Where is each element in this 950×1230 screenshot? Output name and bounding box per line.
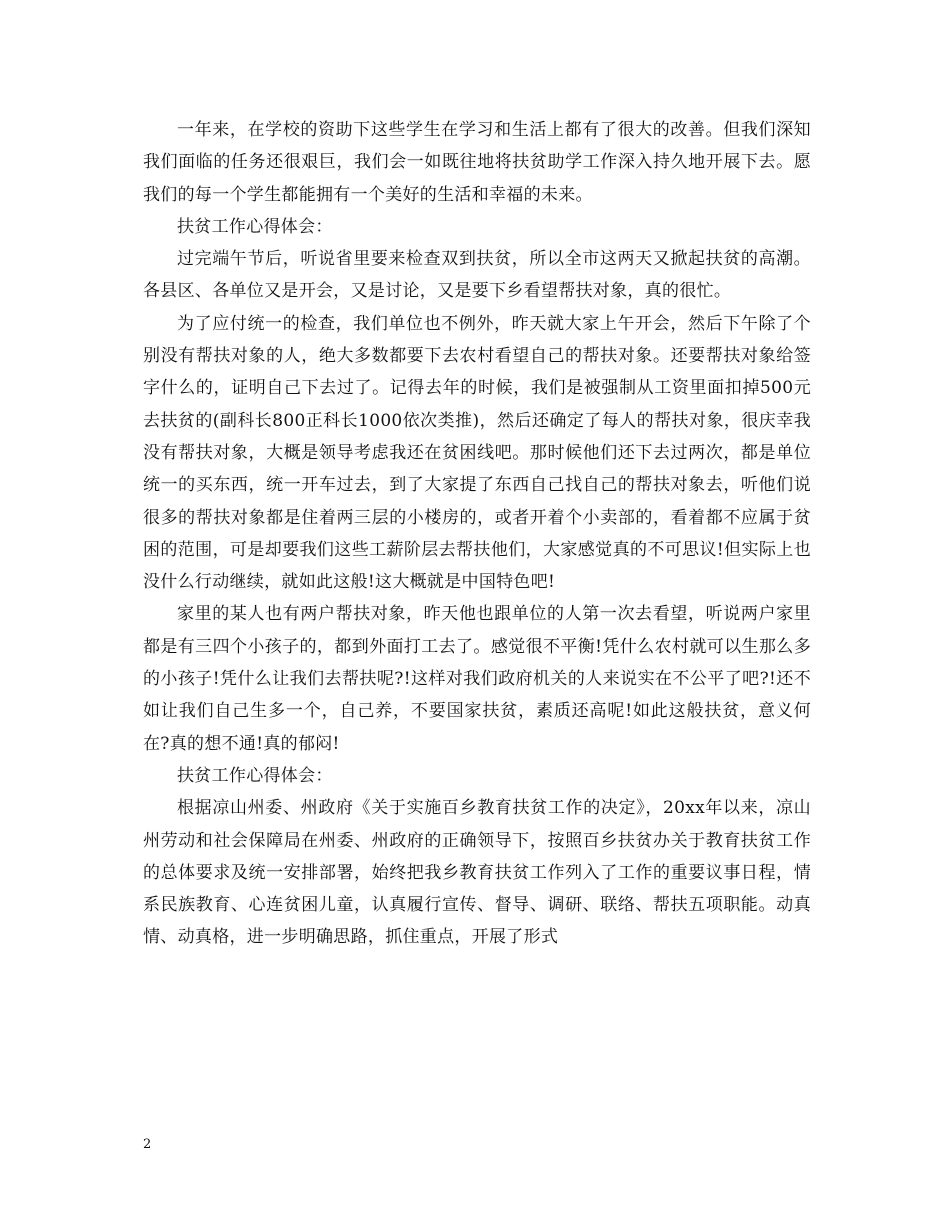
paragraph-3: 为了应付统一的检查，我们单位也不例外，昨天就大家上午开会，然后下午除了个别没有帮扶对象的人，绝大多数都要下去农村看望自己的帮扶对象。还要帮扶对象给签字什么的，证明自己下去过了。记得去年的时候，我们是被强制从工资里面扣掉500元去扶贫的(副科长800正科长1000依次类推)，然后还确定了每人的帮扶对象，很庆幸我没有帮扶对象，大概是领导考虑我还在贫困线吧。那时候他们还下去过两次，都是单位统一的买东西，统一开车过去，到了大家提了东西自己找自己的帮扶对象去，听他们说很多的帮扶对象都是住着两三层的小楼房的，或者开着个小卖部的，看着都不应属于贫困的范围，可是却要我们这些工薪阶层去帮扶他们，大家感觉真的不可思议!但实际上也没什么行动继续，就如此这般!这大概就是中国特色吧! [143, 313, 811, 593]
paragraph-2: 过完端午节后，听说省里要来检查双到扶贫，所以全市这两天又掀起扶贫的高潮。各县区、各单位又是开会，又是讨论，又是要下乡看望帮扶对象，真的很忙。 [143, 249, 811, 302]
section-heading: 扶贫工作心得体会： [177, 765, 333, 786]
document-body [143, 114, 811, 954]
paragraph-1: 一年来，在学校的资助下这些学生在学习和生活上都有了很大的改善。但我们深知我们面临的任务还很艰巨，我们会一如既往地将扶贫助学工作深入持久地开展下去。愿我们的每一个学生都能拥有一个美好的生活和幸福的未来。 [143, 120, 811, 205]
section-heading: 扶贫工作心得体会： [177, 216, 333, 237]
paragraph-4: 家里的某人也有两户帮扶对象，昨天他也跟单位的人第一次去看望，听说两户家里都是有三四个小孩子的，都到外面打工去了。感觉很不平衡!凭什么农村就可以生那么多的小孩子!凭什么让我们去帮扶呢?!这样对我们政府机关的人来说实在不公平了吧?!还不如让我们自己生多一个，自己养，不要国家扶贫，素质还高呢!如此这般扶贫，意义何在?真的想不通!真的郁闷! [143, 604, 811, 754]
paragraph-5: 根据凉山州委、州政府《关于实施百乡教育扶贫工作的决定》，20xx年以来，凉山州劳动和社会保障局在州委、州政府的正确领导下，按照百乡扶贫办关于教育扶贫工作的总体要求及统一安排部署，始终把我乡教育扶贫工作列入了工作的重要议事日程，情系民族教育、心连贫困儿童，认真履行宣传、督导、调研、联络、帮扶五项职能。动真情、动真格，进一步明确思路，抓住重点，开展了形式 [143, 798, 811, 948]
page-number: 2 [143, 1137, 152, 1152]
